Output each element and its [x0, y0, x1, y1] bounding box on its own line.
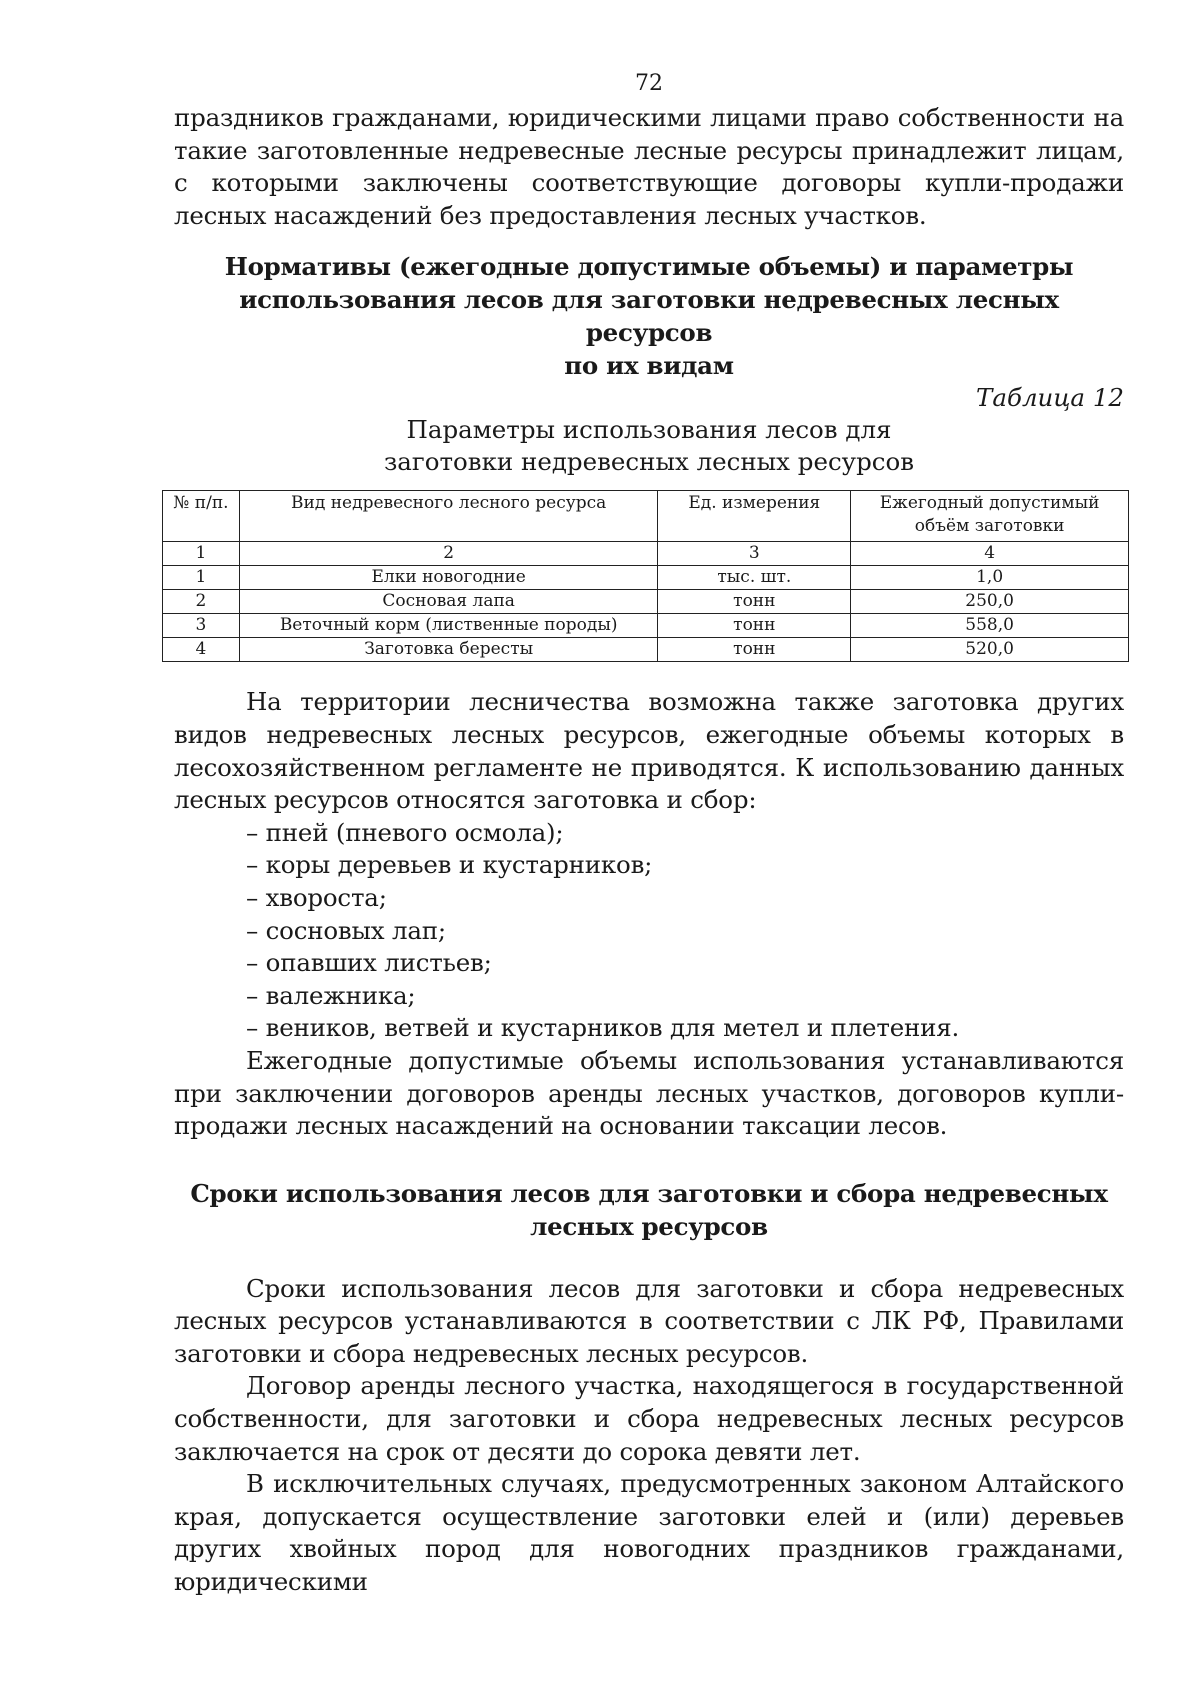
column-number: 4	[851, 542, 1129, 566]
list-item: – валежника;	[246, 980, 416, 1010]
intro-paragraph: праздников гражданами, юридическими лицами право собственности на такие заготовленные недревесные лесные ресурсы принадлежит лицам, с которыми заключены соответствующие договоры купли-продажи лесных насаждений без предоставления лесных участков.	[174, 103, 1124, 230]
row-unit: тонн	[658, 614, 851, 638]
row-num: 1	[163, 566, 240, 590]
list-item: – сосновых лап;	[246, 915, 446, 945]
header-unit: Ед. измерения	[658, 491, 851, 542]
row-type: Сосновая лапа	[239, 590, 658, 614]
section2-heading-line1: Сроки использования лесов для заготовки и сбора недревесных	[190, 1178, 1108, 1208]
header-volume: Ежегодный допустимый объём заготовки	[851, 491, 1129, 542]
row-volume: 558,0	[851, 614, 1129, 638]
header-type: Вид недревесного лесного ресурса	[239, 491, 658, 542]
table-header-row	[163, 491, 1129, 542]
row-volume: 520,0	[851, 638, 1129, 662]
row-type: Веточный корм (лиственные породы)	[239, 614, 658, 638]
row-volume: 250,0	[851, 590, 1129, 614]
resources-table	[162, 490, 1129, 662]
terms-paragraph: Сроки использования лесов для заготовки и сбора недревесных лесных ресурсов устанавливаются в соответствии с ЛК РФ, Правилами заготовки и сбора недревесных лесных ресурсов.	[174, 1273, 1124, 1368]
header-num: № п/п.	[163, 491, 240, 542]
table-caption-line1: Параметры использования лесов для	[406, 415, 892, 445]
row-type: Заготовка бересты	[239, 638, 658, 662]
list-item: – коры деревьев и кустарников;	[246, 850, 653, 880]
row-volume: 1,0	[851, 566, 1129, 590]
page-number: 72	[635, 71, 663, 96]
section1-heading-line2: использования лесов для заготовки недревесных лесных ресурсов	[239, 285, 1059, 348]
column-number: 1	[163, 542, 240, 566]
table-row	[163, 590, 1129, 614]
row-unit: тонн	[658, 590, 851, 614]
document-page	[174, 70, 1124, 1599]
row-num: 4	[163, 638, 240, 662]
table-row	[163, 638, 1129, 662]
row-num: 2	[163, 590, 240, 614]
section1-heading-line3: по их видам	[564, 351, 734, 381]
lease-paragraph: Договор аренды лесного участка, находящегося в государственной собственности, для заготовки и сбора недревесных лесных ресурсов заключается на срок от десяти до сорока девяти лет.	[174, 1371, 1124, 1466]
row-unit: тыс. шт.	[658, 566, 851, 590]
table-caption-line2: заготовки недревесных лесных ресурсов	[383, 447, 915, 477]
exceptional-paragraph: В исключительных случаях, предусмотренных законом Алтайского края, допускается осуществление заготовки елей и (или) деревьев других хвойных пород для новогодних праздников гражданами, юридическими	[174, 1469, 1124, 1597]
list-item: – веников, ветвей и кустарников для метел и плетения.	[246, 1013, 960, 1043]
column-number: 3	[658, 542, 851, 566]
volumes-paragraph: Ежегодные допустимые объемы использования устанавливаются при заключении договоров аренды лесных участков, договоров купли-продажи лесных насаждений на основании таксации лесов.	[174, 1045, 1124, 1141]
row-type: Елки новогодние	[239, 566, 658, 590]
list-item: – хвороста;	[246, 882, 387, 912]
list-item: – опавших листьев;	[246, 948, 492, 978]
table-column-numbers-row	[163, 542, 1129, 566]
row-unit: тонн	[658, 638, 851, 662]
row-num: 3	[163, 614, 240, 638]
table-row	[163, 566, 1129, 590]
table-row	[163, 614, 1129, 638]
table-label: Таблица 12	[976, 383, 1124, 413]
list-item: – пней (пневого осмола);	[246, 817, 564, 847]
column-number: 2	[239, 542, 658, 566]
section2-heading-line2: лесных ресурсов	[530, 1211, 768, 1241]
other-resources-paragraph: На территории лесничества возможна также заготовка других видов недревесных лесных ресурсов, ежегодные объемы которых в лесохозяйственном регламенте не приводятся. К использованию данных лесных ресурсов относятся заготовка и сбор:	[174, 687, 1124, 815]
section1-heading-line1: Нормативы (ежегодные допустимые объемы) и параметры	[224, 252, 1074, 282]
